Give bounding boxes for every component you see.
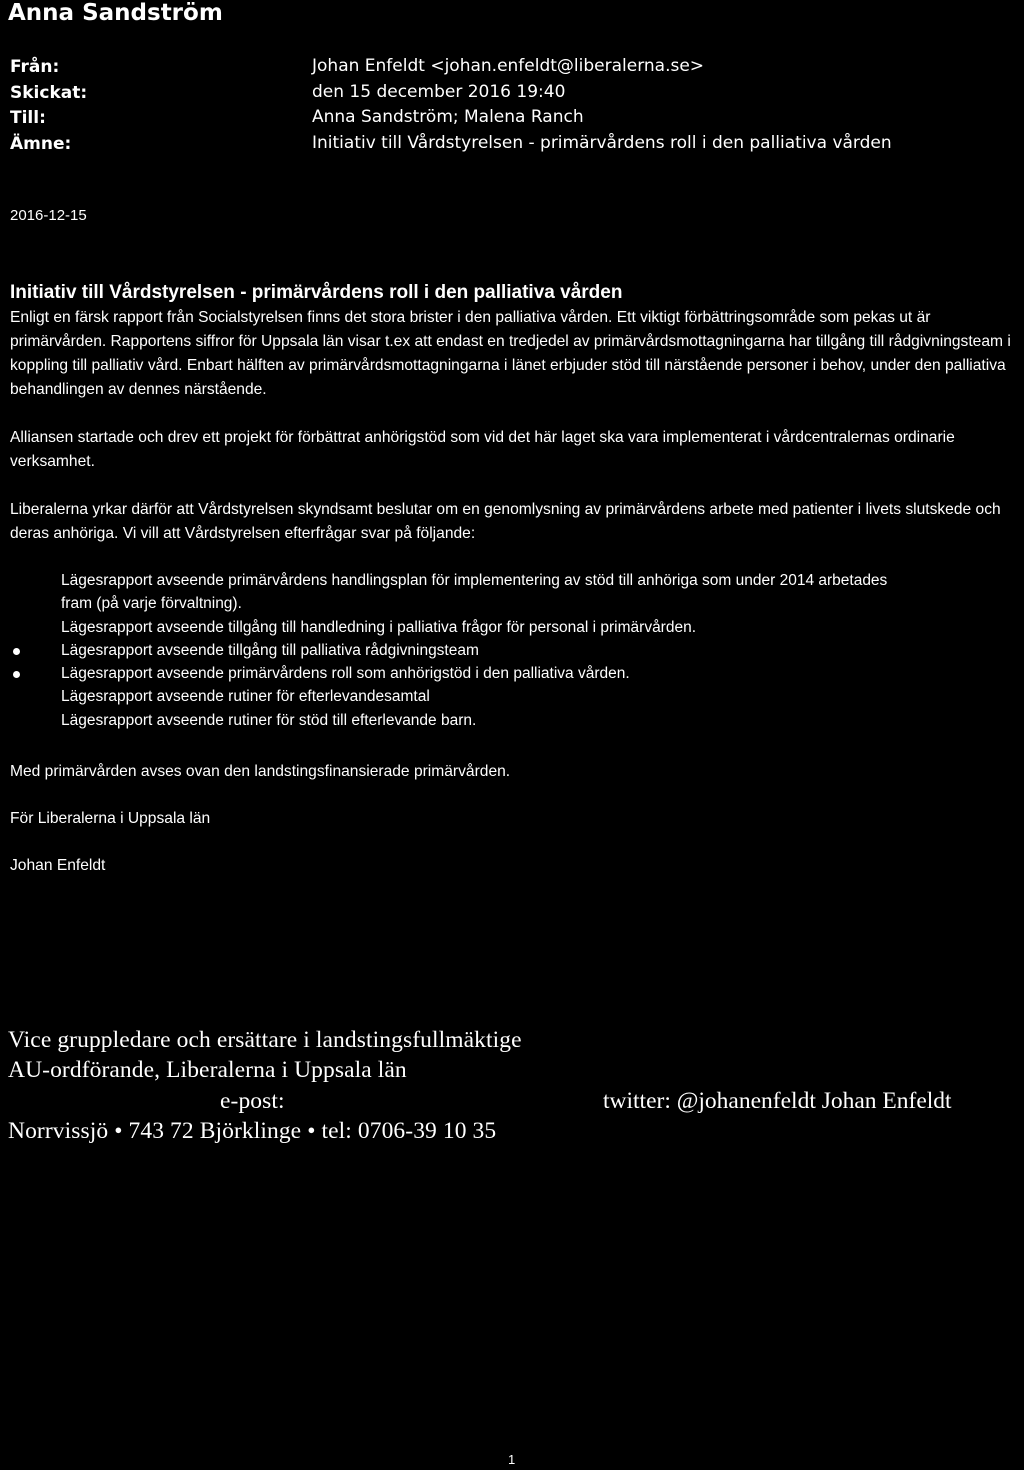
- footer-role-line: Vice gruppledare och ersättare i landstingsfullmäktige: [8, 1027, 522, 1053]
- subject-label: Ämne:: [10, 134, 72, 154]
- list-item: Lägesrapport avseende primärvårdens roll som anhörigstöd i den palliativa vården.: [0, 662, 1024, 685]
- list-item: Lägesrapport avseende tillgång till palliativa rådgivningsteam: [0, 639, 1024, 662]
- list-item: Lägesrapport avseende primärvårdens handlingsplan för implementering av stöd till anhöriga som under 2014 arbetades: [61, 572, 888, 589]
- to-value: Anna Sandström; Malena Ranch: [312, 107, 584, 127]
- footer-twitter-link[interactable]: twitter: @johanenfeldt Johan Enfeldt: [603, 1088, 952, 1114]
- list-item: fram (på varje förvaltning).: [61, 595, 242, 613]
- paragraph-report-findings: Enligt en färsk rapport från Socialstyrelsen finns det stora brister i den palliativa vården. Ett viktigt förbättringsområde som pekas ut är primärvården. Rapportens siffror för Uppsala län visar t.ex att endast en tredjedel av primärvårdsmottagningarna har tillgång till rådgivningsteam i koppling till palliativ vård. Enbart hälften av primärvårdsmottagningarna i länet erbjuder stöd till närstående personer i behov, under den palliativa behandlingen av dennes närstående.: [10, 309, 1011, 398]
- to-label: Till:: [10, 108, 46, 128]
- from-value: Johan Enfeldt <johan.enfeldt@liberalerna.se>: [312, 56, 705, 76]
- sent-value: den 15 december 2016 19:40: [312, 82, 566, 102]
- request-list: [0, 569, 1024, 732]
- list-item: Lägesrapport avseende tillgång till handledning i palliativa frågor för personal i primärvården.: [61, 618, 697, 636]
- subject-value: Initiativ till Vårdstyrelsen - primärvårdens roll i den palliativa vården: [312, 133, 892, 153]
- signature-name: Johan Enfeldt: [10, 857, 106, 874]
- initiative-title: Initiativ till Vårdstyrelsen - primärvårdens roll i den palliativa vården: [10, 282, 623, 303]
- footer-email-label: e-post:: [220, 1088, 285, 1114]
- footer-address-line: Norrvissjö • 743 72 Björklinge • tel: 0706-39 10 35: [8, 1118, 497, 1144]
- bullet-dot-icon: [13, 648, 20, 655]
- document-owner-name: Anna Sandström: [8, 0, 223, 26]
- paragraph-liberal-demand: Liberalerna yrkar därför att Vårdstyrelsen skyndsamt beslutar om en genomlysning av primärvårdens arbete med patienter i livets slutskede och deras anhöriga. Vi vill att Vårdstyrelsen efterfrågar svar på följande:: [10, 501, 1001, 542]
- paragraph-alliance-project: Alliansen startade och drev ett projekt för förbättrat anhörigstöd som vid det här laget ska vara implementerat i vårdcentralernas ordinarie verksamhet.: [10, 429, 955, 470]
- sent-label: Skickat:: [10, 83, 88, 103]
- closing-line: För Liberalerna i Uppsala län: [10, 810, 211, 827]
- from-label: Från:: [10, 57, 60, 77]
- list-item: Lägesrapport avseende rutiner för stöd till efterlevande barn.: [61, 711, 477, 729]
- list-item: Lägesrapport avseende rutiner för efterlevandesamtal: [61, 688, 430, 706]
- footer-party-line: AU-ordförande, Liberalerna i Uppsala län: [8, 1057, 407, 1083]
- page-number: 1: [508, 1452, 516, 1467]
- paragraph-definition: Med primärvården avses ovan den landstingsfinansierade primärvården.: [10, 763, 511, 780]
- document-date: 2016-12-15: [10, 207, 87, 224]
- bullet-dot-icon: [13, 671, 20, 678]
